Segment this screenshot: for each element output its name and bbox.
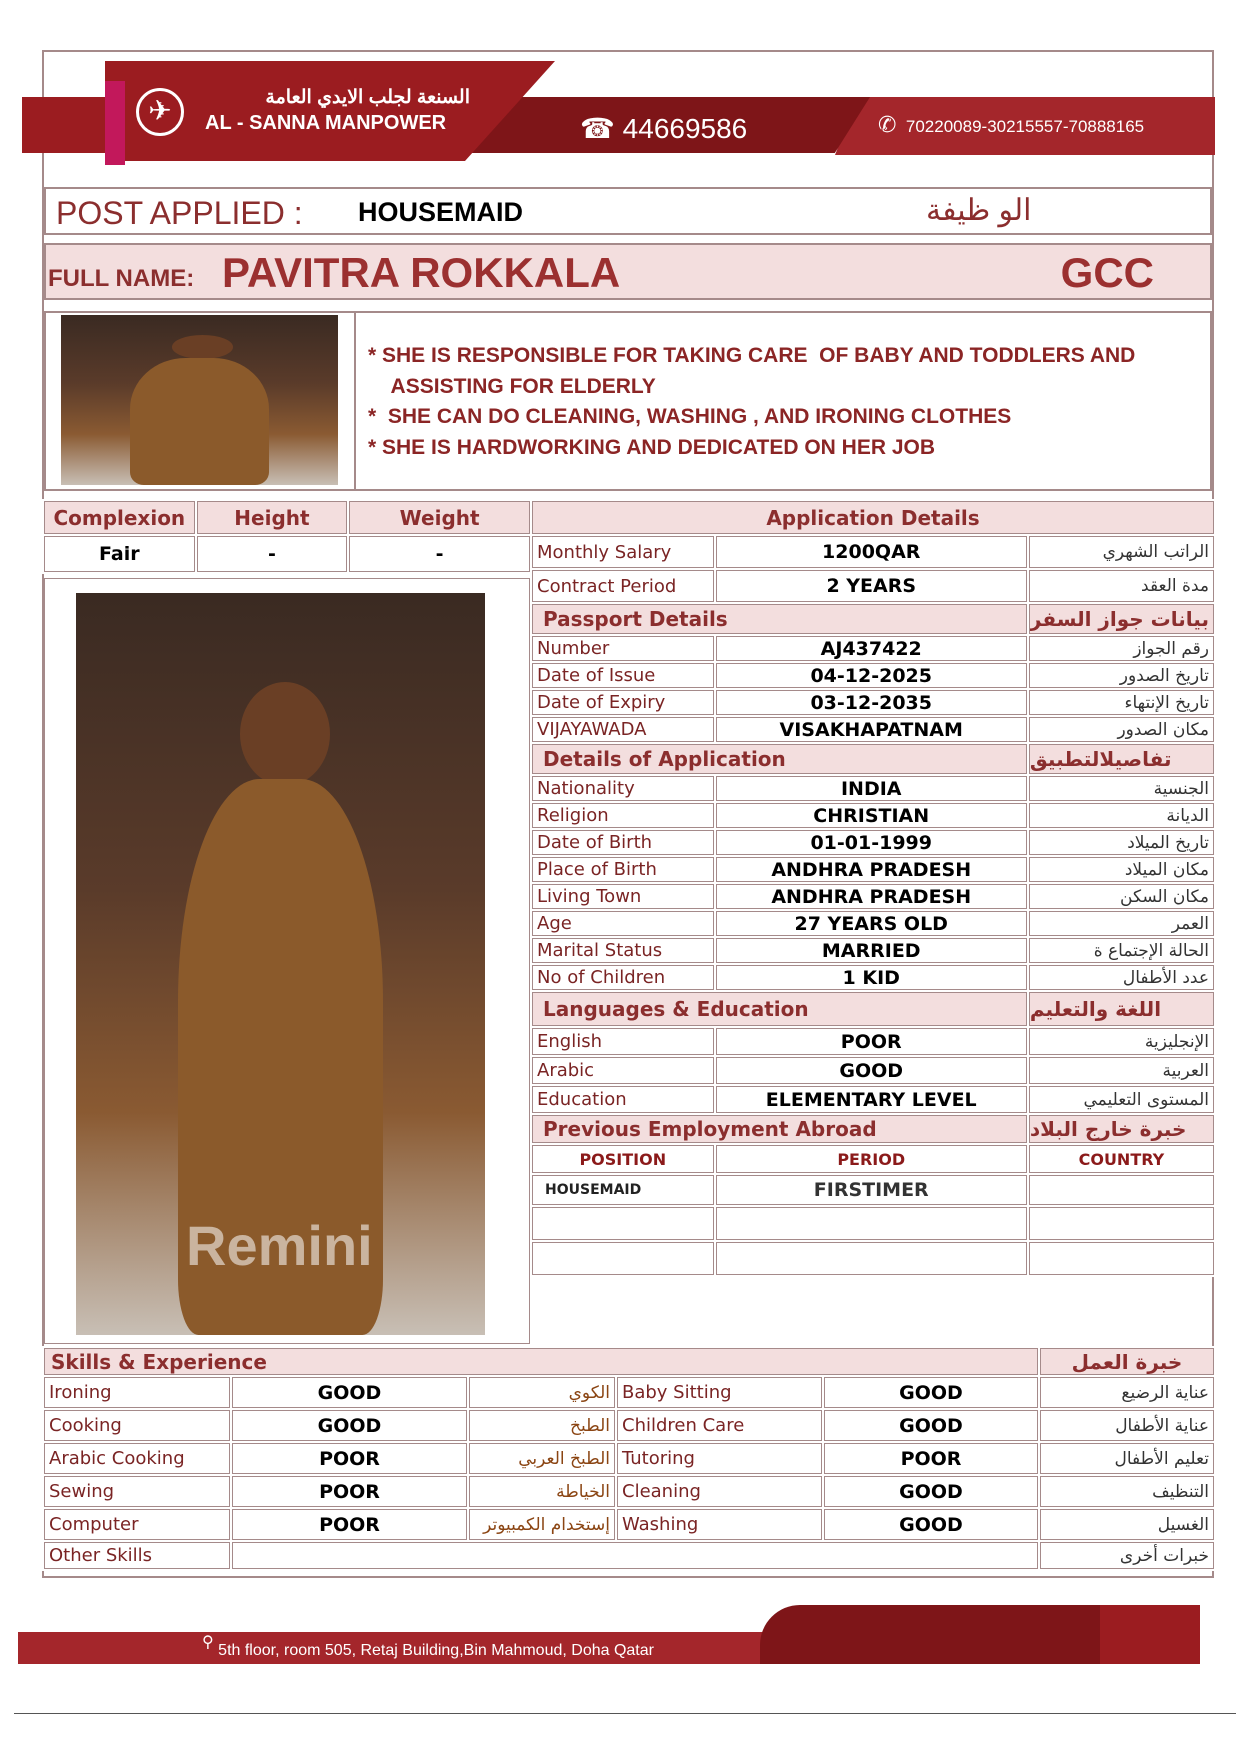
profile-summary-row	[44, 311, 1212, 491]
field-label: Nationality	[532, 776, 714, 801]
full-name-label: FULL NAME:	[48, 265, 195, 292]
field-label: Number	[532, 636, 714, 661]
field-value: 1200QAR	[716, 536, 1027, 568]
skill-name: Arabic Cooking	[44, 1443, 230, 1474]
skill-level: GOOD	[824, 1509, 1038, 1540]
field-value: GOOD	[716, 1057, 1027, 1084]
field-value: ANDHRA PRADESH	[716, 884, 1027, 909]
full-name-row	[44, 243, 1212, 300]
languages-section-title: Languages & Education	[532, 992, 1027, 1026]
weight-value: -	[349, 536, 530, 572]
portrait-photo-full	[76, 593, 485, 1335]
employment-section-title: Previous Employment Abroad	[532, 1115, 1027, 1143]
passport-section-title: Passport Details	[532, 604, 1027, 634]
skill-name: Tutoring	[617, 1443, 822, 1474]
details-row	[532, 803, 1214, 828]
field-value: 1 KID	[716, 965, 1027, 990]
office-phone	[580, 112, 747, 145]
application-row	[532, 570, 1214, 602]
field-value: 03-12-2035	[716, 690, 1027, 715]
employment-row	[532, 1242, 1214, 1275]
description-list	[368, 341, 1135, 463]
field-label-arabic: الحالة الإجتماع ة	[1029, 938, 1214, 963]
field-label: Date of Expiry	[532, 690, 714, 715]
field-value: ELEMENTARY LEVEL	[716, 1086, 1027, 1113]
field-label: English	[532, 1028, 714, 1055]
other-skills-label-arabic: خبرات أخرى	[1040, 1542, 1214, 1569]
physical-value-row	[44, 536, 530, 572]
languages-row	[532, 1086, 1214, 1113]
skill-name-arabic: عناية الرضيع	[1040, 1377, 1214, 1408]
post-applied-label-arabic: الو ظيفة	[926, 194, 1032, 227]
details-section-title-arabic: تفاصيلالتطبيق	[1029, 744, 1214, 774]
portrait-photo-small	[61, 315, 338, 485]
map-pin-icon: ⚲	[202, 1634, 214, 1651]
skill-name-arabic: الطبخ العربي	[469, 1443, 615, 1474]
section-header	[532, 744, 1214, 774]
field-label-arabic: مدة العقد	[1029, 570, 1214, 602]
details-section-title: Details of Application	[532, 744, 1027, 774]
skill-name-arabic: الكوي	[469, 1377, 615, 1408]
skill-level: GOOD	[232, 1410, 467, 1441]
field-label: Contract Period	[532, 570, 714, 602]
skill-row	[44, 1410, 1214, 1441]
telephone-icon: ☎	[580, 113, 615, 144]
field-label-arabic: الجنسية	[1029, 776, 1214, 801]
details-row	[532, 857, 1214, 882]
skills-section-title-arabic: خبرة العمل	[1040, 1348, 1214, 1375]
employment-row	[532, 1207, 1214, 1240]
phone-number: 44669586	[622, 113, 748, 144]
languages-row	[532, 1057, 1214, 1084]
employment-position	[532, 1207, 714, 1240]
details-row	[532, 776, 1214, 801]
field-value: INDIA	[716, 776, 1027, 801]
field-label-arabic: العمر	[1029, 911, 1214, 936]
complexion-value: Fair	[44, 536, 195, 572]
field-label-arabic: مكان السكن	[1029, 884, 1214, 909]
post-applied-label: POST APPLIED :	[56, 195, 303, 231]
description-line: * SHE IS RESPONSIBLE FOR TAKING CARE OF BABY AND TODDLERS AND	[368, 344, 1136, 367]
height-value: -	[197, 536, 348, 572]
height-header: Height	[197, 501, 348, 534]
employment-position: HOUSEMAID	[532, 1175, 714, 1205]
details-row	[532, 965, 1214, 990]
skill-level: POOR	[232, 1476, 467, 1507]
skill-row	[44, 1377, 1214, 1408]
field-label: Religion	[532, 803, 714, 828]
field-label: VIJAYAWADA	[532, 717, 714, 742]
post-applied-value: HOUSEMAID	[358, 197, 524, 227]
languages-section-title-arabic: اللغة والتعليم	[1029, 992, 1214, 1026]
details-row	[532, 938, 1214, 963]
description-line: * SHE IS HARDWORKING AND DEDICATED ON HER JOB	[368, 435, 936, 459]
employment-position	[532, 1242, 714, 1275]
skill-name: Washing	[617, 1509, 822, 1540]
passport-row	[532, 717, 1214, 742]
other-skills-label: Other Skills	[44, 1542, 230, 1569]
employment-country	[1029, 1175, 1214, 1205]
field-label-arabic: العربية	[1029, 1057, 1214, 1084]
field-value: 01-01-1999	[716, 830, 1027, 855]
field-label-arabic: المستوى التعليمي	[1029, 1086, 1214, 1113]
skill-name: Sewing	[44, 1476, 230, 1507]
mobile-numbers	[878, 112, 1144, 138]
field-label-arabic: تاريخ الإنتهاء	[1029, 690, 1214, 715]
full-photo-cell	[44, 578, 530, 1344]
skill-name: Ironing	[44, 1377, 230, 1408]
physical-header-row	[44, 501, 530, 534]
skill-row	[44, 1476, 1214, 1507]
field-label: Age	[532, 911, 714, 936]
employment-header-row	[532, 1145, 1214, 1173]
skill-name: Baby Sitting	[617, 1377, 822, 1408]
weight-header: Weight	[349, 501, 530, 534]
passport-section-title-arabic: بيانات جواز السفر	[1029, 604, 1214, 634]
field-label: No of Children	[532, 965, 714, 990]
employment-period: FIRSTIMER	[716, 1175, 1027, 1205]
skills-table	[42, 1346, 1216, 1571]
details-row	[532, 830, 1214, 855]
skill-name: Children Care	[617, 1410, 822, 1441]
skill-level: GOOD	[824, 1410, 1038, 1441]
physical-table	[42, 499, 532, 574]
field-value: 2 YEARS	[716, 570, 1027, 602]
skill-row	[44, 1509, 1214, 1540]
section-header	[532, 1115, 1214, 1143]
field-label: Date of Issue	[532, 663, 714, 688]
description-line: * SHE CAN DO CLEANING, WASHING , AND IRONING CLOTHES	[368, 405, 1012, 428]
field-label-arabic: مكان الميلاد	[1029, 857, 1214, 882]
field-label-arabic: الديانة	[1029, 803, 1214, 828]
passport-row	[532, 663, 1214, 688]
field-label: Monthly Salary	[532, 536, 714, 568]
field-value: ANDHRA PRADESH	[716, 857, 1027, 882]
application-details-table	[530, 499, 1216, 1277]
skill-name-arabic: الطبخ	[469, 1410, 615, 1441]
employment-section-title-arabic: خبرة خارج البلاد	[1029, 1115, 1214, 1143]
skill-name: Cooking	[44, 1410, 230, 1441]
field-label: Marital Status	[532, 938, 714, 963]
field-label-arabic: تاريخ الميلاد	[1029, 830, 1214, 855]
skill-name-arabic: الخياطة	[469, 1476, 615, 1507]
field-value: MARRIED	[716, 938, 1027, 963]
mobile-phone-icon: ✆	[878, 112, 897, 137]
complexion-header: Complexion	[44, 501, 195, 534]
skill-level: POOR	[232, 1509, 467, 1540]
skill-name-arabic: عناية الأطفال	[1040, 1410, 1214, 1441]
field-label: Arabic	[532, 1057, 714, 1084]
field-label-arabic: عدد الأطفال	[1029, 965, 1214, 990]
employment-period	[716, 1242, 1027, 1275]
skill-level: GOOD	[824, 1377, 1038, 1408]
skills-header-row	[44, 1348, 1214, 1375]
field-label: Date of Birth	[532, 830, 714, 855]
skills-section-title: Skills & Experience	[44, 1348, 1038, 1375]
skill-name-arabic: التنظيف	[1040, 1476, 1214, 1507]
field-value: 04-12-2025	[716, 663, 1027, 688]
employment-column-country: COUNTRY	[1029, 1145, 1214, 1173]
field-label-arabic: تاريخ الصدور	[1029, 663, 1214, 688]
other-skills-row	[44, 1542, 1214, 1569]
field-value: VISAKHAPATNAM	[716, 717, 1027, 742]
application-row	[532, 536, 1214, 568]
banner-accent	[105, 81, 125, 165]
skill-level: POOR	[232, 1443, 467, 1474]
description-line: ASSISTING FOR ELDERLY	[368, 374, 656, 398]
mobile-number-list: 70220089-30215557-70888165	[905, 117, 1145, 136]
field-label-arabic: الراتب الشهري	[1029, 536, 1214, 568]
address-text: 5th floor, room 505, Retaj Building,Bin Mahmoud, Doha Qatar	[218, 1642, 654, 1659]
section-header	[532, 604, 1214, 634]
employment-column-position: POSITION	[532, 1145, 714, 1173]
employment-country	[1029, 1242, 1214, 1275]
skill-name-arabic: إستخدام الكمبيوتر	[469, 1509, 615, 1540]
languages-row	[532, 1028, 1214, 1055]
footer-address	[202, 1634, 654, 1660]
field-value: CHRISTIAN	[716, 803, 1027, 828]
company-name-arabic: السنعة لجلب الايدي العامة	[265, 87, 470, 108]
other-skills-value	[232, 1542, 1038, 1569]
field-label-arabic: رقم الجواز	[1029, 636, 1214, 661]
skill-name: Computer	[44, 1509, 230, 1540]
company-name: AL - SANNA MANPOWER	[205, 112, 447, 134]
employment-country	[1029, 1207, 1214, 1240]
photo-watermark: Remini	[186, 1214, 373, 1277]
field-label: Living Town	[532, 884, 714, 909]
globe-logo-icon: ✈	[136, 88, 184, 136]
page-divider	[14, 1713, 1236, 1714]
field-value: 27 YEARS OLD	[716, 911, 1027, 936]
details-row	[532, 911, 1214, 936]
passport-row	[532, 636, 1214, 661]
field-label: Education	[532, 1086, 714, 1113]
application-details-header: Application Details	[532, 501, 1214, 534]
footer-tab	[1100, 1605, 1200, 1664]
section-header	[532, 501, 1214, 534]
field-label-arabic: الإنجليزية	[1029, 1028, 1214, 1055]
post-applied-row	[44, 187, 1212, 235]
details-row	[532, 884, 1214, 909]
skill-row	[44, 1443, 1214, 1474]
region-label: GCC	[1060, 249, 1154, 296]
field-label-arabic: مكان الصدور	[1029, 717, 1214, 742]
skill-name-arabic: تعليم الأطفال	[1040, 1443, 1214, 1474]
skill-name: Cleaning	[617, 1476, 822, 1507]
skill-level: POOR	[824, 1443, 1038, 1474]
skill-name-arabic: الغسيل	[1040, 1509, 1214, 1540]
full-name-value: PAVITRA ROKKALA	[222, 249, 621, 296]
section-header	[532, 992, 1214, 1026]
field-label: Place of Birth	[532, 857, 714, 882]
employment-period	[716, 1207, 1027, 1240]
skill-level: GOOD	[232, 1377, 467, 1408]
field-value: AJ437422	[716, 636, 1027, 661]
passport-row	[532, 690, 1214, 715]
field-value: POOR	[716, 1028, 1027, 1055]
employment-row	[532, 1175, 1214, 1205]
employment-column-period: PERIOD	[716, 1145, 1027, 1173]
skill-level: GOOD	[824, 1476, 1038, 1507]
